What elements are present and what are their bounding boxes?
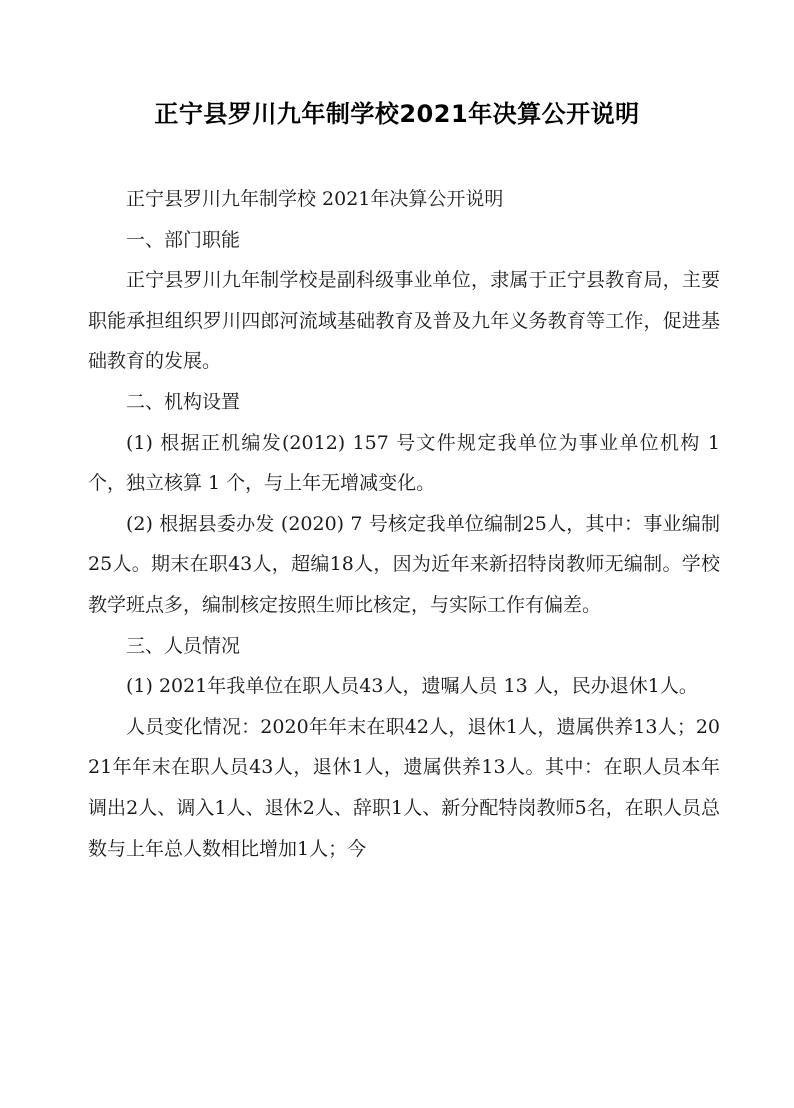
organization-paragraph-1: (1) 根据正机编发(2012) 157 号文件规定我单位为事业单位机构 1 个，独立核算 1 个，与上年无增减变化。	[88, 431, 720, 495]
document-body	[88, 179, 720, 869]
personnel-change-paragraph: 人员变化情况：2020年年末在职42人，退休1人，遗属供养13人；2021年年末在职人员43人，退休1人，遗属供养13人。其中：在职人员本年调出2人、调入1人、退休2人、辞职1人、新分配特岗教师5名，在职人员总数与上年总人数相比增加1人；今	[88, 715, 720, 860]
personnel-paragraph-1: (1) 2021年我单位在职人员43人，遗嘱人员 13 人，民办退休1人。	[126, 675, 698, 698]
section-heading-personnel: 三、人员情况	[126, 634, 241, 657]
functions-paragraph: 正宁县罗川九年制学校是副科级事业单位，隶属于正宁县教育局，主要职能承担组织罗川四郎河流域基础教育及普及九年义务教育等工作，促进基础教育的发展。	[88, 269, 720, 373]
intro-paragraph: 正宁县罗川九年制学校 2021年决算公开说明	[126, 188, 504, 210]
section-heading-functions: 一、部门职能	[126, 228, 241, 251]
document-title: 正宁县罗川九年制学校2021年决算公开说明	[154, 100, 640, 128]
section-heading-organization: 二、机构设置	[126, 390, 241, 413]
organization-paragraph-2: (2) 根据县委办发 (2020) 7 号核定我单位编制25人，其中：事业编制25人。期末在职43人，超编18人，因为近年来新招特岗教师无编制。学校教学班点多，编制核定按照生师比核定，与实际工作有偏差。	[88, 512, 720, 616]
